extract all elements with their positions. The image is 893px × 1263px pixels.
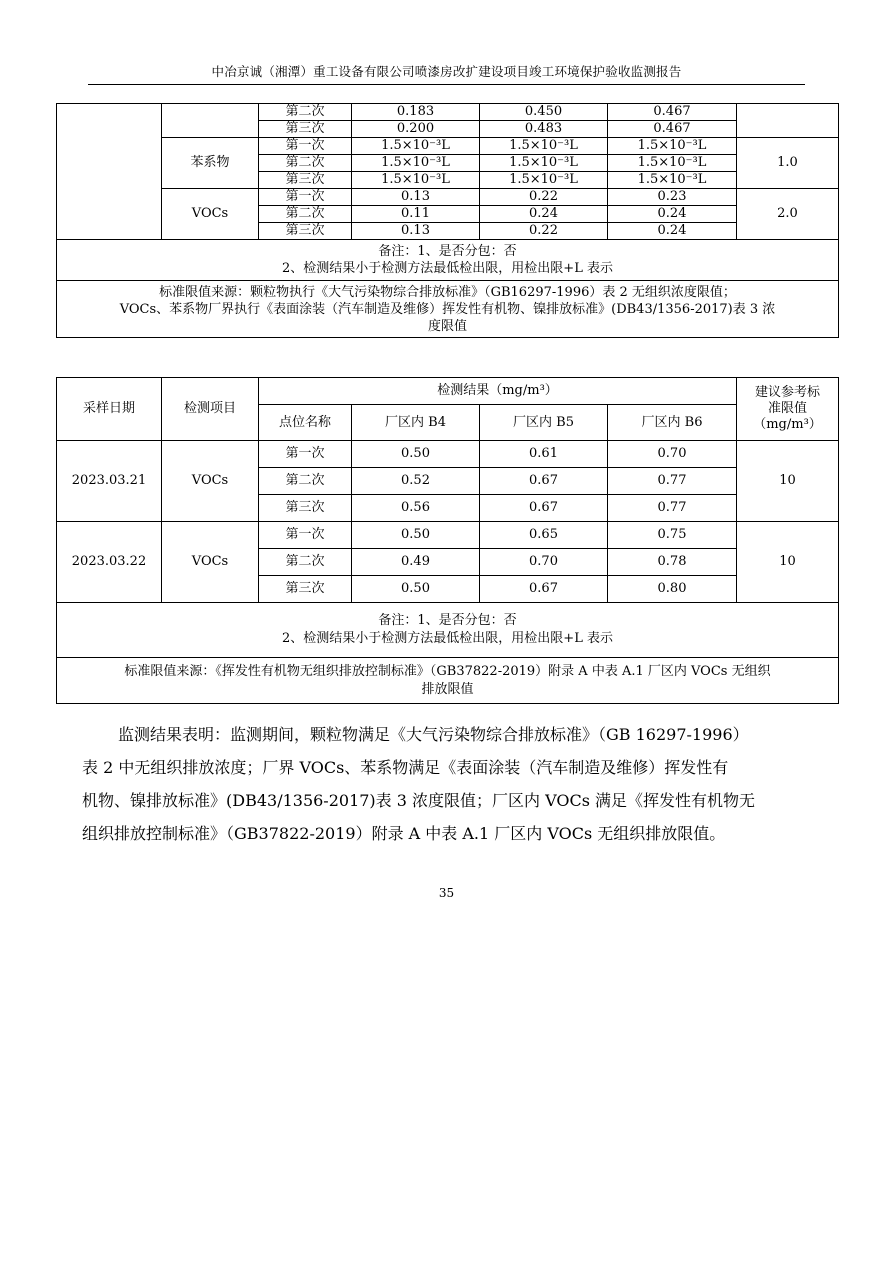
value-cell: 0.67 (480, 468, 608, 495)
value-cell: 0.467 (608, 104, 737, 121)
value-cell: 1.5×10⁻³L (352, 138, 480, 155)
value-cell: 0.183 (352, 104, 480, 121)
value-cell: 0.70 (480, 549, 608, 576)
value-cell: 1.5×10⁻³L (608, 172, 737, 189)
round-label: 第二次 (259, 549, 352, 576)
value-cell: 0.56 (352, 495, 480, 522)
round-label: 第一次 (259, 441, 352, 468)
value-cell: 0.80 (608, 576, 737, 603)
col-header-limit: 建议参考标 准限值 （mg/m³） (737, 378, 839, 441)
value-cell: 0.70 (608, 441, 737, 468)
boundary-monitoring-table (56, 103, 839, 338)
item-vocs: VOCs (162, 189, 259, 240)
limit-cell: 10 (737, 441, 839, 522)
value-cell: 0.49 (352, 549, 480, 576)
conclusion-paragraph (82, 718, 812, 850)
table-header-row (57, 378, 839, 405)
report-header: 中冶京诚（湘潭）重工设备有限公司喷漆房改扩建设项目竣工环境保护验收监测报告 (211, 64, 682, 79)
limit-cell: 10 (737, 522, 839, 603)
value-cell: 0.450 (480, 104, 608, 121)
value-cell: 1.5×10⁻³L (480, 155, 608, 172)
value-cell: 0.75 (608, 522, 737, 549)
table-row (57, 522, 839, 549)
value-cell: 0.67 (480, 576, 608, 603)
value-cell: 1.5×10⁻³L (480, 172, 608, 189)
round-label: 第一次 (259, 522, 352, 549)
table-note: 备注：1、是否分包：否 2、检测结果小于检测方法最低检出限，用检出限+L 表示 (57, 603, 839, 658)
date-cell: 2023.03.22 (57, 522, 162, 603)
round-label: 第三次 (259, 495, 352, 522)
standard-source: 标准限值来源：《挥发性有机物无组织排放控制标准》（GB37822-2019）附录 A 中表 A.1 厂区内 VOCs 无组织 排放限值 (57, 658, 839, 704)
value-cell: 0.11 (352, 206, 480, 223)
value-cell: 0.13 (352, 189, 480, 206)
round-label: 第二次 (259, 206, 352, 223)
value-cell: 0.24 (608, 206, 737, 223)
value-cell: 0.24 (480, 206, 608, 223)
value-cell: 0.483 (480, 121, 608, 138)
col-header-b4: 厂区内 B4 (352, 405, 480, 441)
limit-cell: 1.0 (737, 138, 839, 189)
round-label: 第二次 (259, 468, 352, 495)
table-row (57, 281, 839, 338)
conclusion-line: 监测结果表明：监测期间，颗粒物满足《大气污染物综合排放标准》（GB 16297-1996） (118, 725, 749, 744)
value-cell: 0.61 (480, 441, 608, 468)
table-row (57, 189, 839, 206)
value-cell: 0.22 (480, 189, 608, 206)
col-header-results: 检测结果（mg/m³） (259, 378, 737, 405)
value-cell: 1.5×10⁻³L (352, 155, 480, 172)
value-cell: 1.5×10⁻³L (480, 138, 608, 155)
conclusion-line: 组织排放控制标准》（GB37822-2019）附录 A 中表 A.1 厂区内 VOCs 无组织排放限值。 (82, 824, 726, 843)
value-cell: 0.467 (608, 121, 737, 138)
value-cell: 0.50 (352, 441, 480, 468)
round-label: 第三次 (259, 172, 352, 189)
col-header-b5: 厂区内 B5 (480, 405, 608, 441)
table-row (57, 138, 839, 155)
value-cell: 0.78 (608, 549, 737, 576)
round-label: 第一次 (259, 189, 352, 206)
col-header-b6: 厂区内 B6 (608, 405, 737, 441)
conclusion-line: 机物、镍排放标准》(DB43/1356-2017)表 3 浓度限值；厂区内 VOCs 满足《挥发性有机物无 (82, 791, 756, 810)
value-cell: 0.13 (352, 223, 480, 240)
value-cell: 0.77 (608, 468, 737, 495)
round-label: 第二次 (259, 104, 352, 121)
item-cell: VOCs (162, 522, 259, 603)
value-cell: 0.24 (608, 223, 737, 240)
item-cell: VOCs (162, 441, 259, 522)
table-note: 备注：1、是否分包：否 2、检测结果小于检测方法最低检出限，用检出限+L 表示 (57, 240, 839, 281)
value-cell: 0.52 (352, 468, 480, 495)
value-cell: 0.22 (480, 223, 608, 240)
item-cell-empty (162, 104, 259, 138)
col-header-date: 采样日期 (57, 378, 162, 441)
header-rule (88, 84, 805, 85)
value-cell: 0.67 (480, 495, 608, 522)
col-header-point: 点位名称 (259, 405, 352, 441)
limit-cell: 2.0 (737, 189, 839, 240)
page-number: 35 (438, 886, 455, 900)
value-cell: 0.77 (608, 495, 737, 522)
inplant-vocs-table (56, 377, 839, 704)
conclusion-line: 表 2 中无组织排放浓度；厂界 VOCs、苯系物满足《表面涂装（汽车制造及维修）挥发性有 (82, 758, 729, 777)
table-row (57, 104, 839, 121)
value-cell: 0.50 (352, 576, 480, 603)
round-label: 第三次 (259, 576, 352, 603)
date-cell-empty (57, 104, 162, 240)
value-cell: 0.50 (352, 522, 480, 549)
value-cell: 1.5×10⁻³L (352, 172, 480, 189)
standard-source: 标准限值来源：颗粒物执行《大气污染物综合排放标准》（GB16297-1996）表 2 无组织浓度限值； VOCs、苯系物厂界执行《表面涂装（汽车制造及维修）挥发性有机物、镍排放标准》(DB43/1356-2017)表 3 浓 度限值 (57, 281, 839, 338)
round-label: 第一次 (259, 138, 352, 155)
value-cell: 1.5×10⁻³L (608, 155, 737, 172)
value-cell: 0.65 (480, 522, 608, 549)
limit-cell-empty (737, 104, 839, 138)
round-label: 第三次 (259, 121, 352, 138)
value-cell: 0.200 (352, 121, 480, 138)
table-row (57, 658, 839, 704)
item-benzene: 苯系物 (162, 138, 259, 189)
col-header-item: 检测项目 (162, 378, 259, 441)
date-cell: 2023.03.21 (57, 441, 162, 522)
value-cell: 1.5×10⁻³L (608, 138, 737, 155)
table-row (57, 603, 839, 658)
round-label: 第三次 (259, 223, 352, 240)
table-row (57, 240, 839, 281)
table-row (57, 441, 839, 468)
value-cell: 0.23 (608, 189, 737, 206)
round-label: 第二次 (259, 155, 352, 172)
